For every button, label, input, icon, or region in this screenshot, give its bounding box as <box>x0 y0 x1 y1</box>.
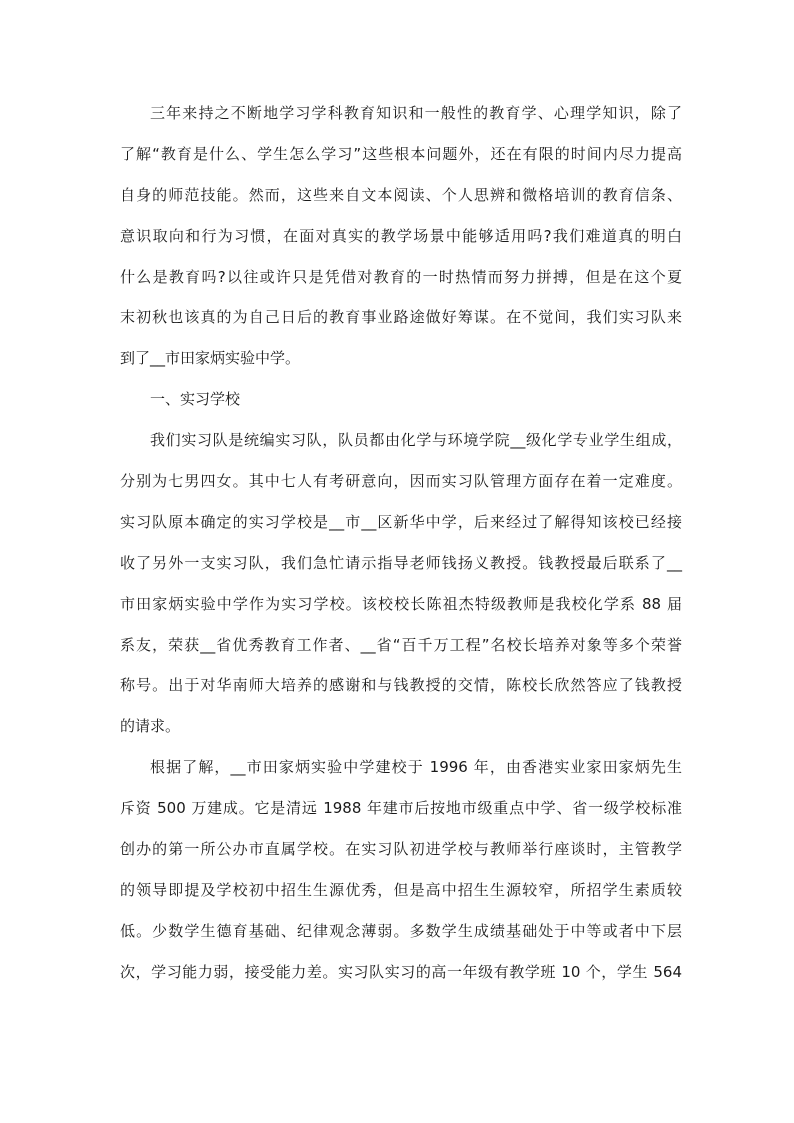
text-line: 收了另外一支实习队，我们急忙请示指导老师钱扬义教授。钱教授最后联系了__ <box>120 553 682 572</box>
text-line: 根据了解，__市田家炳实验中学建校于 1996 年，由香港实业家田家炳先生 <box>150 758 682 777</box>
text-line: 创办的第一所公办市直属学校。在实习队初进学校与教师举行座谈时，主管教学 <box>120 840 682 859</box>
text-line: 称号。出于对华南师大培养的感谢和与钱教授的交情，陈校长欣然答应了钱教授 <box>120 676 682 695</box>
text-line: 到了__市田家炳实验中学。 <box>120 349 301 368</box>
text-line: 斥资 500 万建成。它是清远 1988 年建市后按地市级重点中学、省一级学校标准 <box>120 799 682 818</box>
text-line: 次，学习能力弱，接受能力差。实习队实习的高一年级有教学班 10 个，学生 564 <box>120 962 682 981</box>
text-line: 自身的师范技能。然而，这些来自文本阅读、个人思辨和微格培训的教育信条、 <box>120 185 682 204</box>
text-line: 的领导即提及学校初中招生生源优秀，但是高中招生生源较窄，所招学生素质较 <box>120 880 682 899</box>
text-line: 低。少数学生德育基础、纪律观念薄弱。多数学生成绩基础处于中等或者中下层 <box>120 921 682 940</box>
text-line: 分别为七男四女。其中七人有考研意向，因而实习队管理方面存在着一定难度。 <box>120 472 682 491</box>
text-line: 意识取向和行为习惯，在面对真实的教学场景中能够适用吗?我们难道真的明白 <box>120 226 682 245</box>
text-line: 三年来持之不断地学习学科教育知识和一般性的教育学、心理学知识，除了 <box>150 104 682 122</box>
text-line: 什么是教育吗?以往或许只是凭借对教育的一时热情而努力拼搏，但是在这个夏 <box>120 267 682 286</box>
text-line: 了解“教育是什么、学生怎么学习”这些根本问题外，还在有限的时间内尽力提高 <box>120 144 682 163</box>
text-line: 市田家炳实验中学作为实习学校。该校校长陈祖杰特级教师是我校化学系 88 届 <box>120 594 682 613</box>
document-body <box>120 103 682 1003</box>
text-line: 我们实习队是统编实习队，队员都由化学与环境学院__级化学专业学生组成， <box>150 431 682 450</box>
section-heading: 一、实习学校 <box>150 390 241 409</box>
text-line: 末初秋也该真的为自己日后的教育事业路途做好筹谋。在不觉间，我们实习队来 <box>120 308 682 327</box>
text-line: 系友，荣获__省优秀教育工作者、__省“百千万工程”名校长培养对象等多个荣誉 <box>120 635 682 654</box>
text-line: 的请求。 <box>120 717 181 736</box>
text-line: 实习队原本确定的实习学校是__市__区新华中学，后来经过了解得知该校已经接 <box>120 512 682 531</box>
